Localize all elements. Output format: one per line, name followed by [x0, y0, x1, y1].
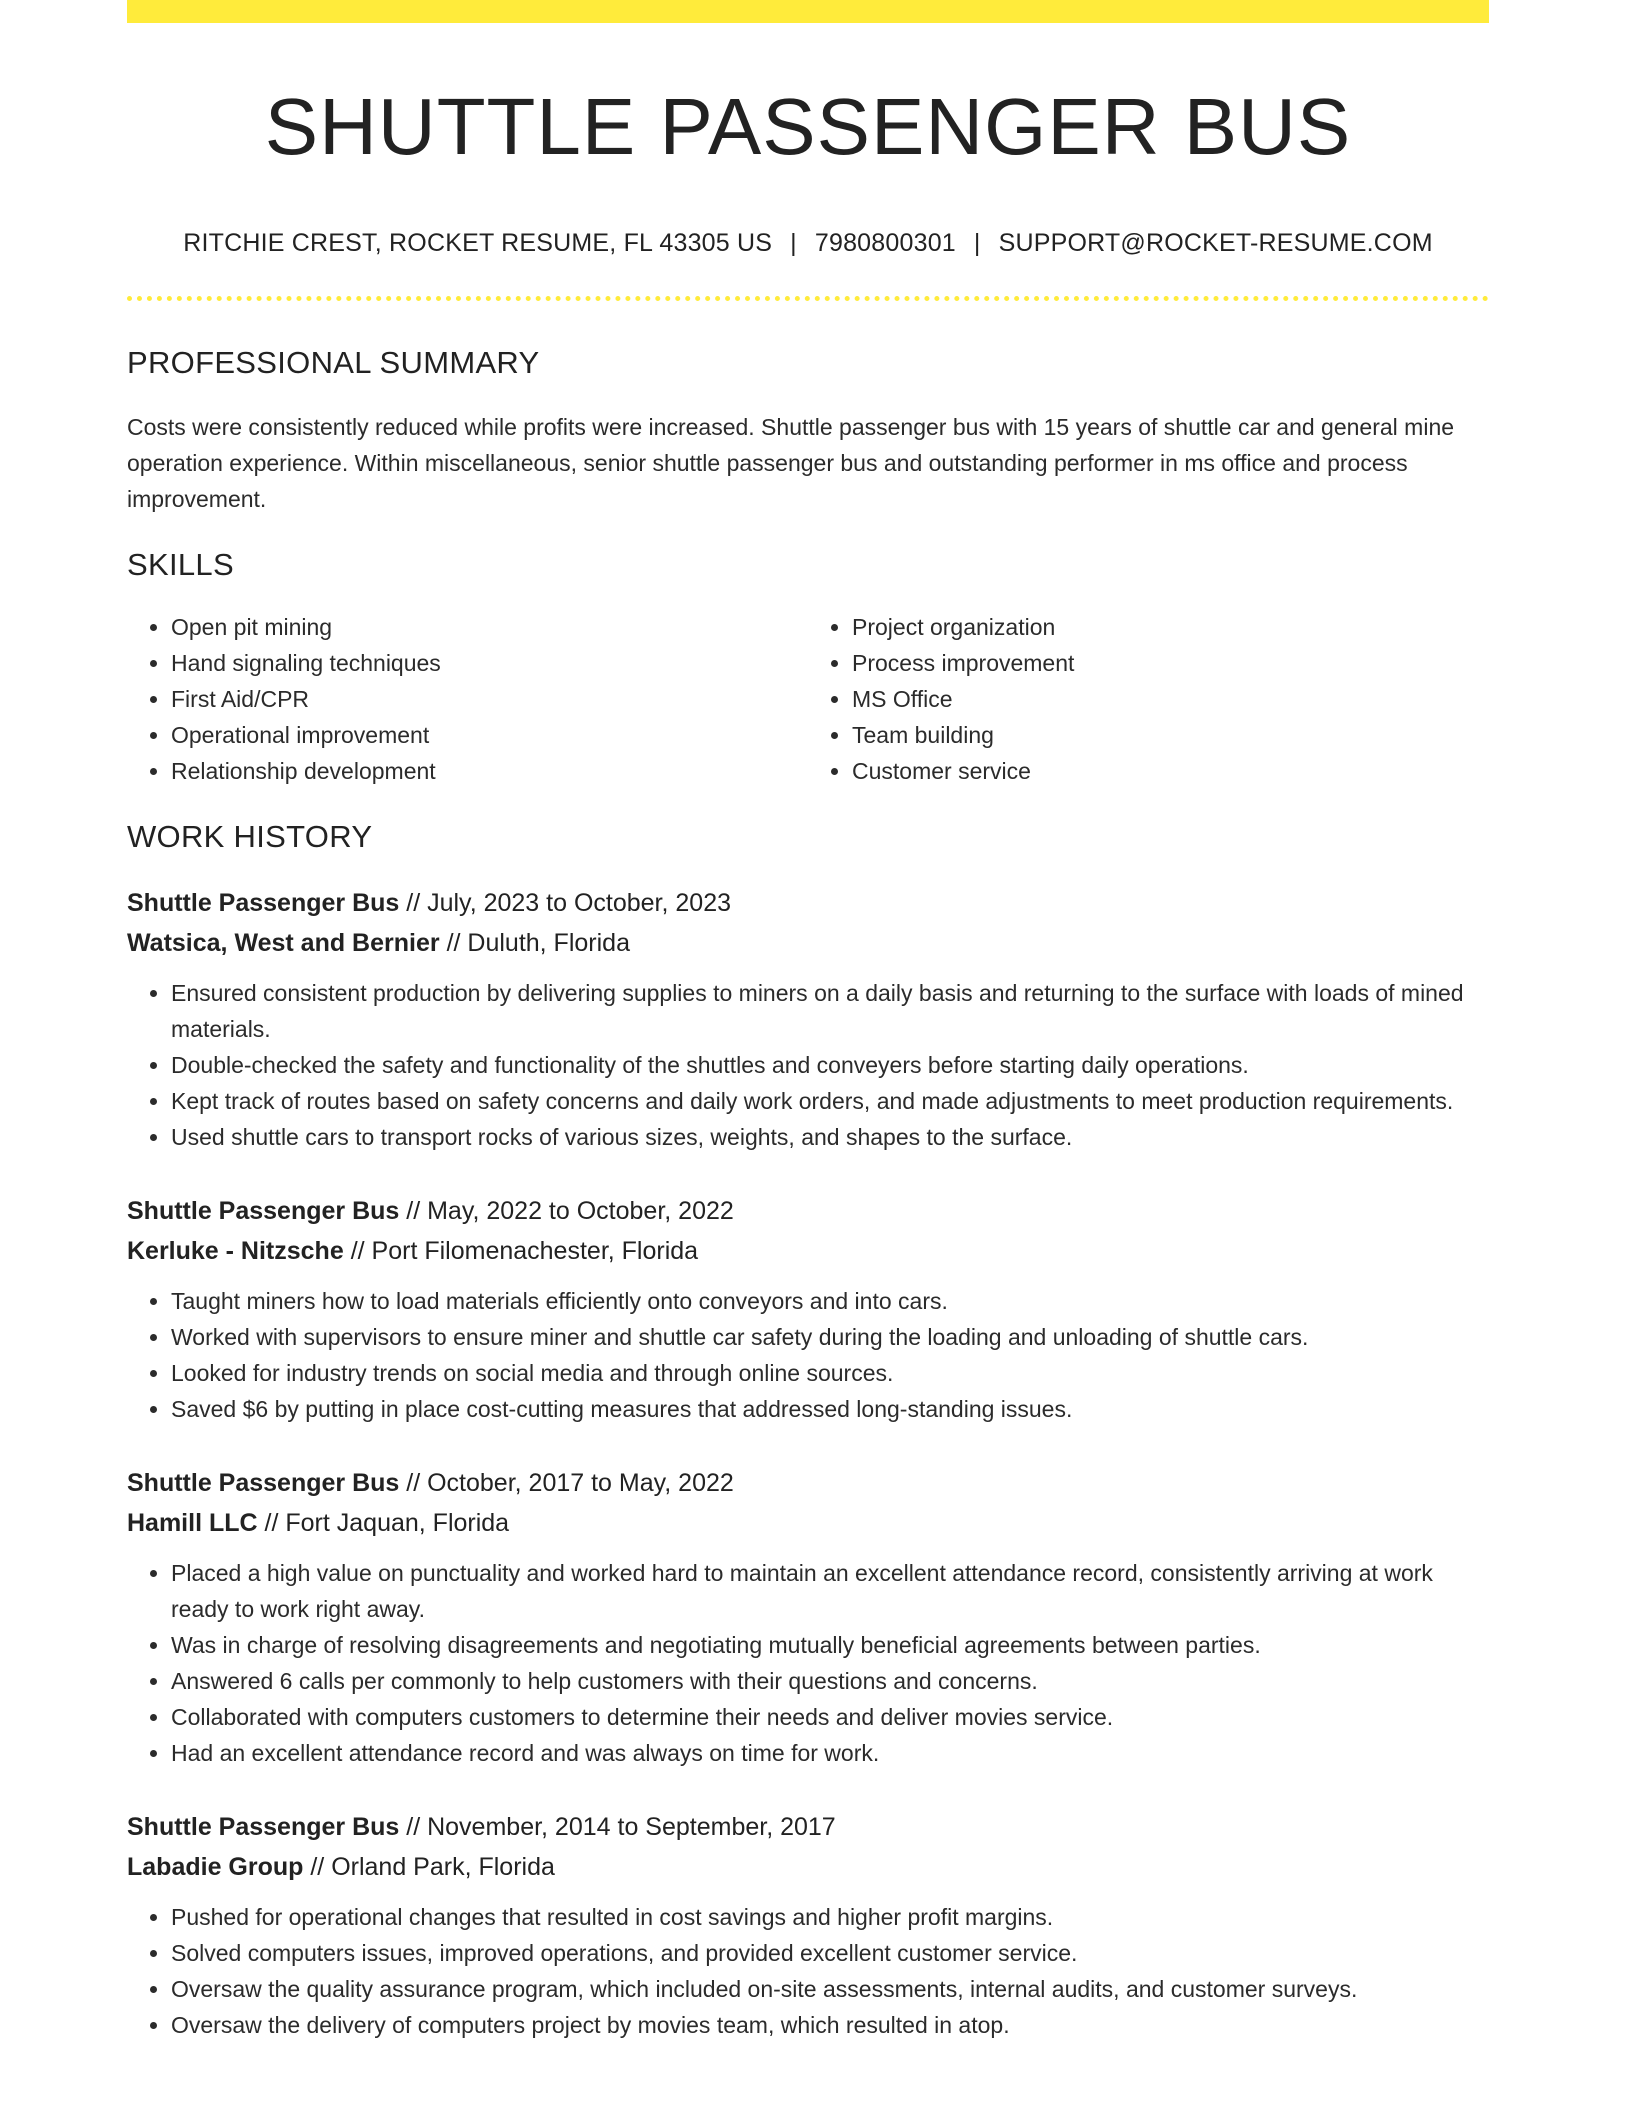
job-role: Shuttle Passenger Bus: [127, 1197, 400, 1225]
duty-item: • Was in charge of resolving disagreements and negotiating mutually beneficial agreements between parties.: [171, 1627, 1489, 1663]
duty-item: • Ensured consistent production by delivering supplies to miners on a daily basis and returning to the surface with loads of mined materials.: [171, 975, 1489, 1047]
job-company: Labadie Group: [127, 1853, 304, 1881]
job-dates: // May, 2022 to October, 2022: [406, 1197, 734, 1225]
skill-item: • Process improvement: [852, 645, 1489, 681]
skill-item: • Open pit mining: [171, 609, 808, 645]
duty-item: • Taught miners how to load materials efficiently onto conveyors and into cars.: [171, 1283, 1489, 1319]
job-duties: [127, 1283, 1489, 1427]
job-dates: // July, 2023 to October, 2023: [406, 889, 732, 917]
summary-heading: PROFESSIONAL SUMMARY: [127, 345, 540, 380]
duty-item: • Oversaw the delivery of computers project by movies team, which resulted in atop.: [171, 2007, 1489, 2043]
phone: 7980800301: [814, 229, 956, 257]
job-entry: [127, 1807, 1489, 2043]
candidate-name: SHUTTLE PASSENGER BUS: [264, 82, 1352, 171]
work-history-heading: WORK HISTORY: [127, 819, 373, 854]
job-location: // Duluth, Florida: [446, 929, 630, 957]
job-role: Shuttle Passenger Bus: [127, 1813, 400, 1841]
contact-line: [127, 229, 1489, 258]
skill-item: • MS Office: [852, 681, 1489, 717]
job-company-line: [127, 1231, 1489, 1271]
duty-item: • Placed a high value on punctuality and worked hard to maintain an excellent attendance record, consistently arriving at work ready to work right away.: [171, 1555, 1489, 1627]
skills-list: [127, 609, 1489, 789]
duty-item: • Double-checked the safety and functionality of the shuttles and conveyers before starting daily operations.: [171, 1047, 1489, 1083]
job-title-line: [127, 1463, 1489, 1503]
job-title-line: [127, 883, 1489, 923]
duty-item: • Pushed for operational changes that resulted in cost savings and higher profit margins.: [171, 1899, 1489, 1935]
work-history-list: [127, 883, 1489, 2043]
email: SUPPORT@ROCKET-RESUME.COM: [998, 229, 1433, 257]
job-location: // Fort Jaquan, Florida: [264, 1509, 510, 1537]
job-title-line: [127, 1191, 1489, 1231]
skills-column-left: [127, 609, 808, 789]
resume-page: [127, 0, 1489, 2043]
skills-column-right: [808, 609, 1489, 789]
summary-text: Costs were consistently reduced while profits were increased. Shuttle passenger bus with 15 years of shuttle car and general mine operation experience. Within miscellaneous, senior shuttle passenger bus and outstanding performer in ms office and process improvement.: [127, 414, 1455, 512]
job-dates: // November, 2014 to September, 2017: [406, 1813, 836, 1841]
accent-bar: [127, 0, 1489, 23]
job-company-line: [127, 1847, 1489, 1887]
job-location: // Orland Park, Florida: [310, 1853, 555, 1881]
job-duties: [127, 1899, 1489, 2043]
duty-item: • Looked for industry trends on social media and through online sources.: [171, 1355, 1489, 1391]
duty-item: • Oversaw the quality assurance program, which included on-site assessments, internal audits, and customer surveys.: [171, 1971, 1489, 2007]
job-duties: [127, 975, 1489, 1155]
duty-item: • Kept track of routes based on safety concerns and daily work orders, and made adjustments to meet production requirements.: [171, 1083, 1489, 1119]
job-duties: [127, 1555, 1489, 1771]
job-dates: // October, 2017 to May, 2022: [406, 1469, 734, 1497]
separator: |: [973, 229, 981, 257]
duty-item: • Used shuttle cars to transport rocks of various sizes, weights, and shapes to the surface.: [171, 1119, 1489, 1155]
address: RITCHIE CREST, ROCKET RESUME, FL 43305 US: [183, 229, 773, 257]
job-company: Watsica, West and Bernier: [127, 929, 440, 957]
skill-item: • Operational improvement: [171, 717, 808, 753]
job-entry: [127, 883, 1489, 1155]
skill-item: • Project organization: [852, 609, 1489, 645]
skill-item: • Hand signaling techniques: [171, 645, 808, 681]
job-entry: [127, 1191, 1489, 1427]
job-company: Kerluke - Nitzsche: [127, 1237, 344, 1265]
job-company-line: [127, 923, 1489, 963]
skill-item: • Relationship development: [171, 753, 808, 789]
skill-item: • Team building: [852, 717, 1489, 753]
skill-item: • First Aid/CPR: [171, 681, 808, 717]
duty-item: • Had an excellent attendance record and was always on time for work.: [171, 1735, 1489, 1771]
job-entry: [127, 1463, 1489, 1771]
duty-item: • Answered 6 calls per commonly to help customers with their questions and concerns.: [171, 1663, 1489, 1699]
dotted-divider: [127, 296, 1489, 301]
duty-item: • Collaborated with computers customers to determine their needs and deliver movies service.: [171, 1699, 1489, 1735]
skill-item: • Customer service: [852, 753, 1489, 789]
job-role: Shuttle Passenger Bus: [127, 889, 400, 917]
job-company: Hamill LLC: [127, 1509, 258, 1537]
duty-item: • Saved $6 by putting in place cost-cutting measures that addressed long-standing issues.: [171, 1391, 1489, 1427]
duty-item: • Worked with supervisors to ensure miner and shuttle car safety during the loading and unloading of shuttle cars.: [171, 1319, 1489, 1355]
job-location: // Port Filomenachester, Florida: [350, 1237, 699, 1265]
job-title-line: [127, 1807, 1489, 1847]
separator: |: [790, 229, 797, 257]
skills-heading: SKILLS: [127, 547, 234, 582]
job-role: Shuttle Passenger Bus: [127, 1469, 400, 1497]
duty-item: • Solved computers issues, improved operations, and provided excellent customer service.: [171, 1935, 1489, 1971]
job-company-line: [127, 1503, 1489, 1543]
